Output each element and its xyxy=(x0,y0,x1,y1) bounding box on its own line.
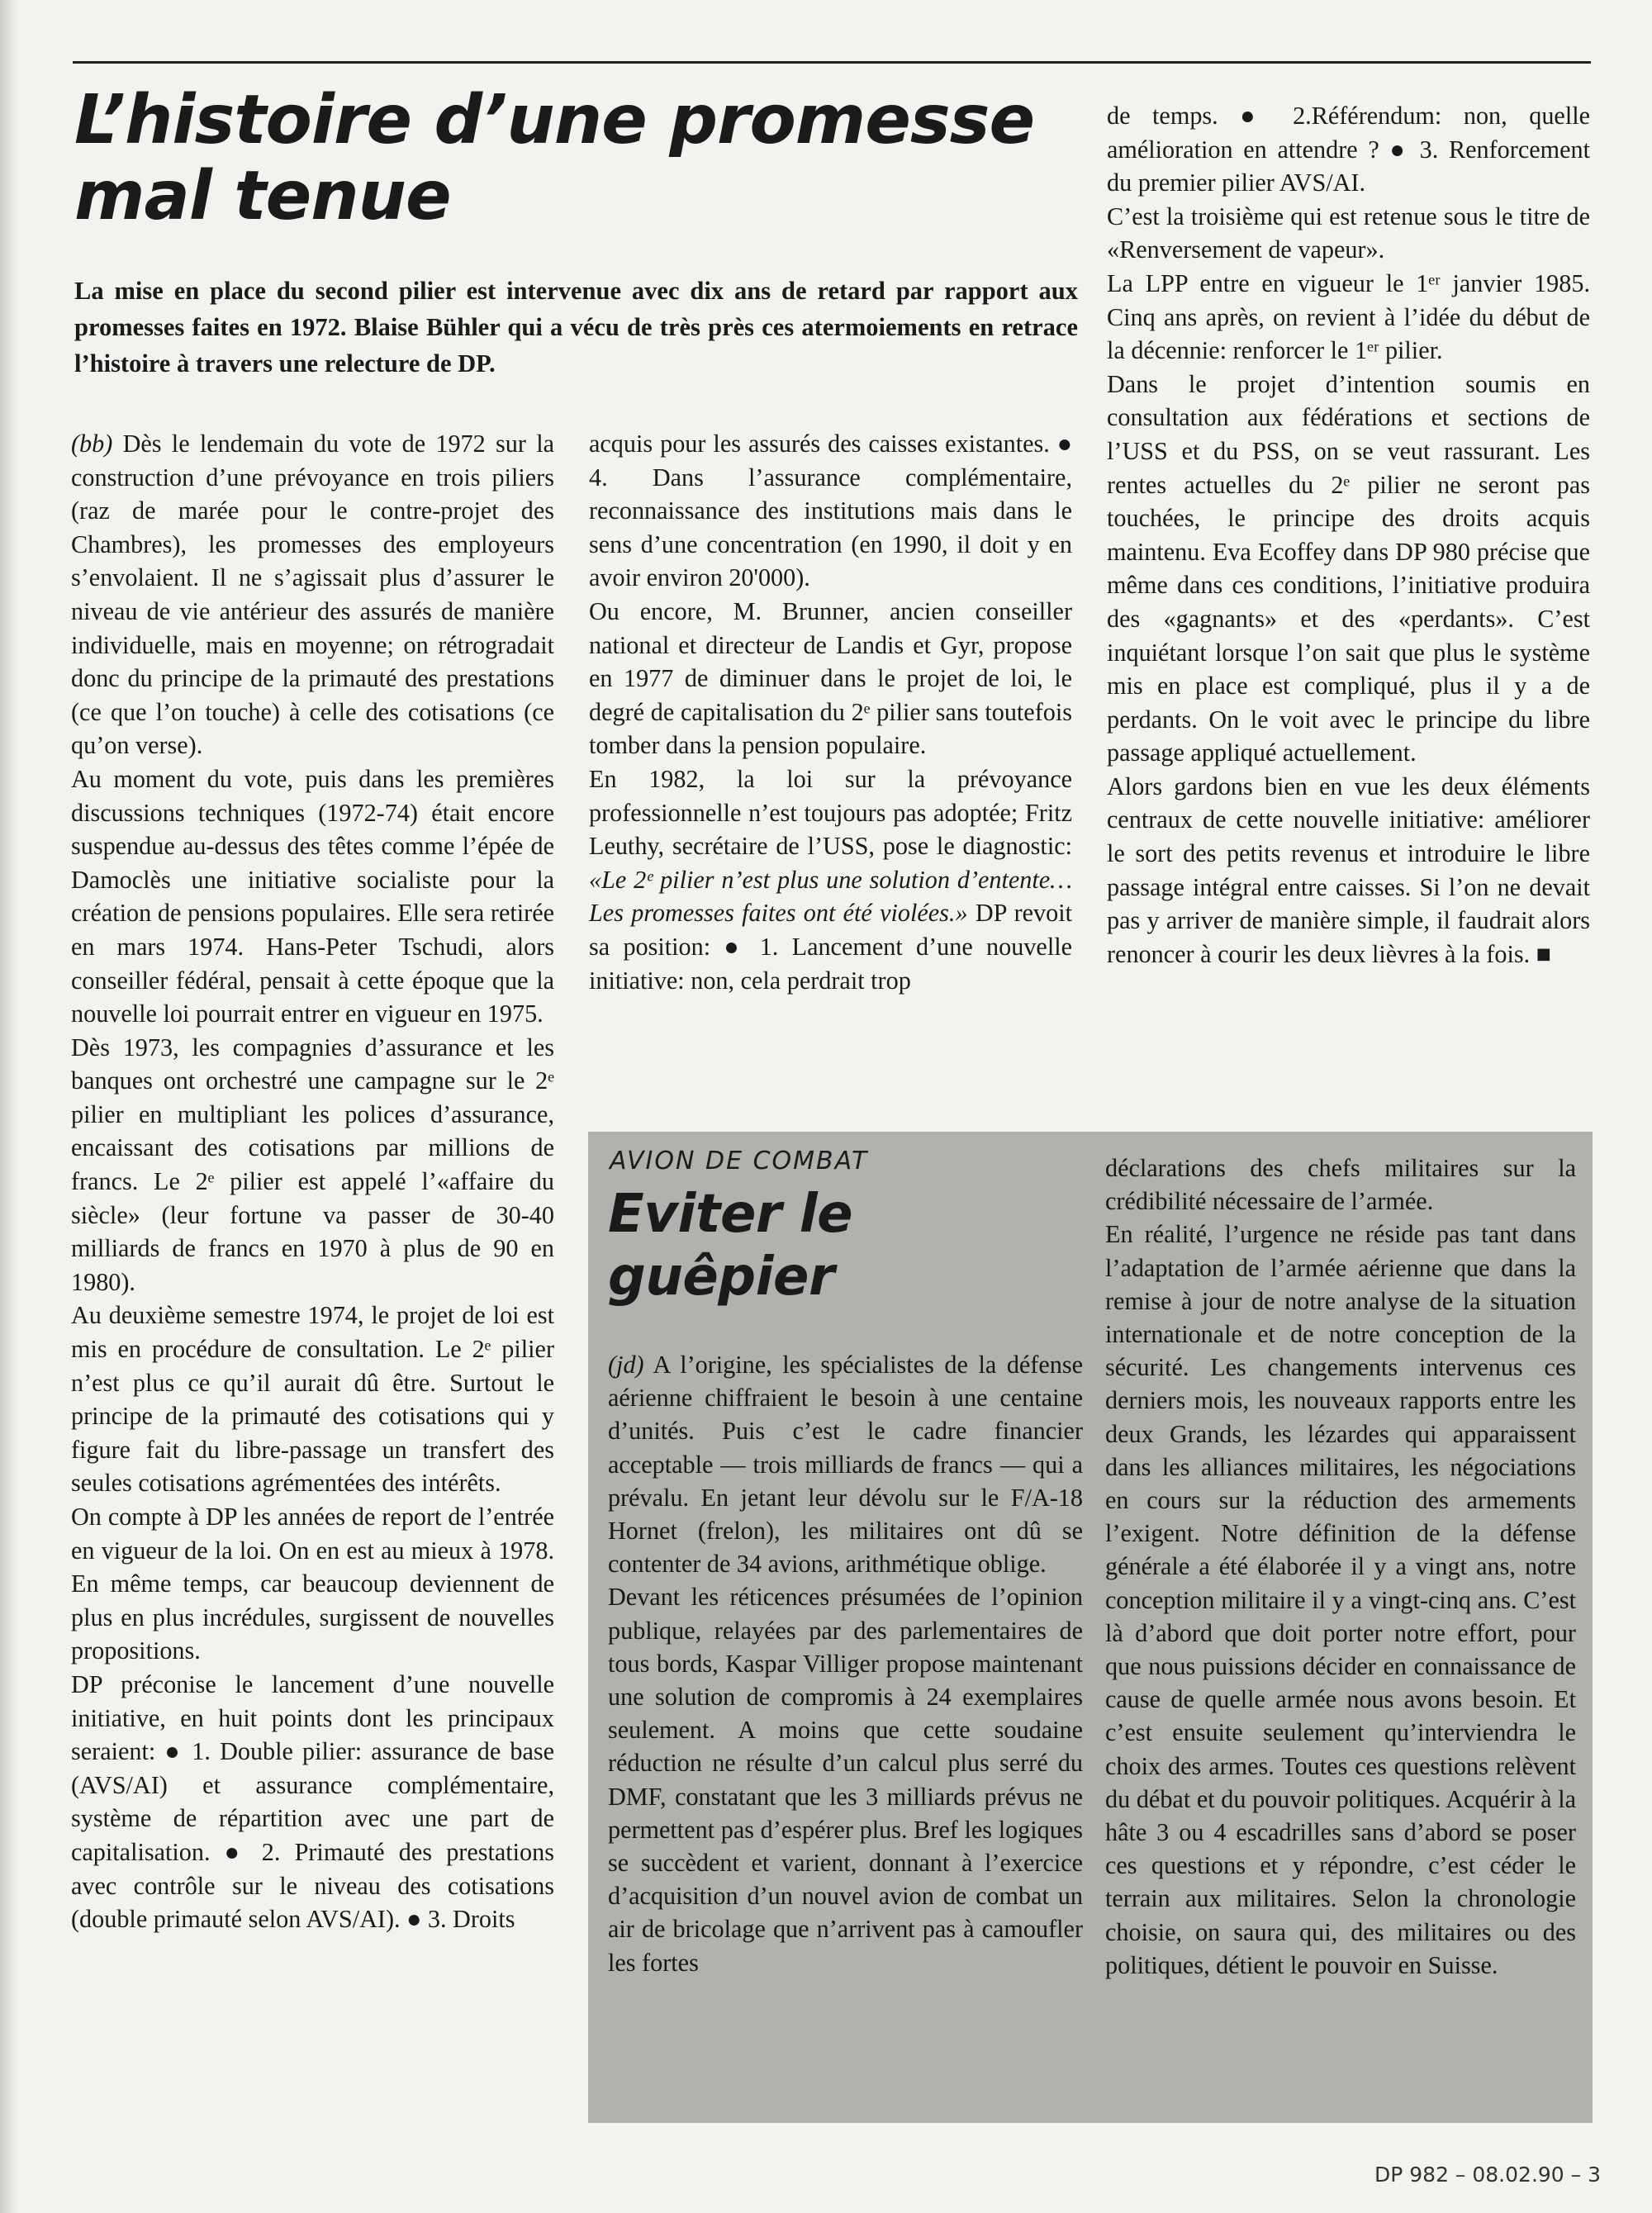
sidebar-kicker: AVION DE COMBAT xyxy=(610,1147,869,1175)
sidebar-title-line-1: Eviter le xyxy=(608,1184,853,1245)
page-edge-shadow xyxy=(0,0,18,2213)
paragraph: Alors gardons bien en vue les deux éléments centraux de cette nouvelle initiative: améliorer le sort des petits revenus et introduire le libre passage intégral entre caisses. Si l’on ne devait pas y arriver de manière simple, il faudrait alors renoncer à courir les deux lièvres à la fois. ■ xyxy=(1107,772,1590,968)
paragraph: Au deuxième semestre 1974, le projet de loi est mis en procédure de consultation. Le 2ᵉ pilier n’est plus ce qu’il aurait dû être. Surtout le principe de la primauté des cotisations qui y figure fait du libre-passage un transfert des seules cotisations agrémentées des intérêts. xyxy=(71,1301,554,1498)
paragraph: Au moment du vote, puis dans les premières discussions techniques (1972-74) était encore suspendue au-dessus des têtes comme l’épée de Damoclès une initiative socialiste pour la création de pensions populaires. Elle sera retirée en mars 1974. Hans-Peter Tschudi, alors conseiller fédéral, pensait à cette époque que la nouvelle loi pourrait entrer en vigueur en 1975. xyxy=(71,764,554,1028)
paragraph: Dès 1973, les compagnies d’assurance et les banques ont orchestré une campagne sur le 2ᵉ pilier en multipliant les polices d’assurance, encaissant des cotisations par millions de francs. Le 2ᵉ pilier est appelé l’«affaire du siècle» (leur fortune va passer de 30-40 milliards de francs en 1970 à plus de 90 en 1980). xyxy=(71,1033,554,1296)
paragraph: (bb) Dès le lendemain du vote de 1972 sur la construction d’une prévoyance en trois piliers (raz de marée pour le contre-projet des Chambres), les promesses des employeurs s’envolaient. Il ne s’agissait plus d’assurer le niveau de vie antérieur des assurés de manière individuelle, mais en moyenne; on rétrogradait donc du principe de la primauté des prestations (ce que l’on touche) à celle des cotisations (ce qu’on verse). xyxy=(71,430,554,760)
byline: (jd) xyxy=(608,1351,644,1379)
headline-line-1: L’histoire d’une promesse xyxy=(74,81,1035,159)
paragraph: Ou encore, M. Brunner, ancien conseiller national et directeur de Landis et Gyr, propose en 1977 de diminuer dans le projet de loi, le degré de capitalisation du 2ᵉ pilier sans toutefois tomber dans la pension populaire. xyxy=(589,596,1072,760)
paragraph: acquis pour les assurés des caisses existantes. ● 4. Dans l’assurance complémentaire, reconnaissance des institutions mais dans le sens d’une concentration (en 1990, il doit y en avoir environ 20'000). xyxy=(589,430,1072,592)
article-headline xyxy=(74,83,1107,235)
sidebar-column-1 xyxy=(608,1348,1083,1979)
article-column-2 xyxy=(589,427,1072,997)
paragraph: de temps. ● 2.Référendum: non, quelle amélioration en attendre ? ● 3. Renforcement du premier pilier AVS/AI. xyxy=(1107,102,1590,197)
paragraph: La LPP entre en vigueur le 1ᵉʳ janvier 1985. Cinq ans après, on revient à l’idée du début de la décennie: renforcer le 1ᵉʳ pilier. xyxy=(1107,268,1590,365)
paragraph: Devant les réticences présumées de l’opinion publique, relayées par des parlementaires de tous bords, Kaspar Villiger propose maintenant une solution de compromis à 24 exemplaires seulement. A moins que cette soudaine réduction ne résulte d’un calcul plus serré du DMF, constatant que les 3 milliards prévus ne permettent pas d’espérer plus. Bref les logiques se succèdent et varient, donnant à l’exercice d’acquisition d’un nouvel avion de combat un air de bricolage que n’arrivent pas à camoufler les fortes xyxy=(608,1583,1083,1977)
article-column-3 xyxy=(1107,99,1590,971)
paragraph: (jd) A l’origine, les spécialistes de la défense aérienne chiffraient le besoin à une centaine d’unités. Puis c’est le cadre financier acceptable — trois milliards de francs — qui a prévalu. En jetant leur dévolu sur le F/A-18 Hornet (frelon), les militaires ont dû se contenter de 34 avions, arithmétique oblige. xyxy=(608,1351,1083,1579)
paragraph: DP préconise le lancement d’une nouvelle initiative, en huit points dont les principaux seraient: ● 1. Double pilier: assurance de base (AVS/AI) et assurance complémentaire, système de répartition avec une part de capitalisation. ● 2. Primauté des prestations avec contrôle sur le niveau des cotisations (double primauté selon AVS/AI). ● 3. Droits xyxy=(71,1669,554,1934)
byline: (bb) xyxy=(71,430,113,458)
sidebar-title xyxy=(608,1183,1070,1308)
paragraph: Dans le projet d’intention soumis en consultation aux fédérations et sections de l’USS et du PSS, on se veut rassurant. Les rentes actuelles du 2ᵉ pilier ne seront pas touchées, le principe des droits acquis maintenu. Eva Ecoffey dans DP 980 précise que même dans ces conditions, l’initiative produira des «gagnants» et des «perdants». C’est inquiétant lorsque l’on sait que plus le système mis en place est compliqué, plus il y a de perdants. On le voit avec le principe du libre passage appliqué actuellement. xyxy=(1107,369,1590,767)
paragraph: On compte à DP les années de report de l’entrée en vigueur de la loi. On en est au mieux à 1978. En même temps, car beaucoup deviennent de plus en plus incrédules, surgissent de nouvelles propositions. xyxy=(71,1503,554,1665)
quote: «Le 2ᵉ pilier n’est plus une solution d’entente… Les promesses faites ont été violées.» xyxy=(589,865,1072,928)
paragraph: En 1982, la loi sur la prévoyance professionnelle n’est toujours pas adoptée; Fritz Leuthy, secrétaire de l’USS, pose le diagnostic: «Le 2ᵉ pilier n’est plus une solution d’entente… Les promesses faites ont été violées.» DP revoit sa position: ● 1. Lancement d’une nouvelle initiative: non, cela perdrait trop xyxy=(589,764,1072,995)
page-footer: DP 982 – 08.02.90 – 3 xyxy=(1374,2163,1601,2187)
paragraph: déclarations des chefs militaires sur la crédibilité nécessaire de l’armée. xyxy=(1105,1154,1576,1216)
paragraph: En réalité, l’urgence ne réside pas tant dans l’adaptation de l’armée aérienne que dans la remise à jour de notre analyse de la situation internationale et de notre conception de la sécurité. Les changements intervenus ces derniers mois, les nouveaux rapports entre les deux Grands, les lézardes qui apparaissent dans les alliances militaires, les négociations en cours sur la réduction des armements l’exigent. Notre définition de la défense générale a été élaborée il y a vingt ans, notre conception militaire il y a vingt-cinq ans. C’est là d’abord que doit porter notre effort, pour que nous puissions décider en connaissance de cause de quelle armée nous avons besoin. Et c’est ensuite seulement qu’interviendra le choix des armes. Toutes ces questions relèvent du débat et du pouvoir politiques. Acquérir à la hâte 3 ou 4 escadrilles sans d’abord se poser ces questions et y répondre, c’est céder le terrain aux militaires. Selon la chronologie choisie, on saura qui, des militaires ou des politiques, détient le pouvoir en Suisse. xyxy=(1105,1220,1576,1979)
article-column-1 xyxy=(71,427,554,1936)
headline-line-2: mal tenue xyxy=(74,157,451,235)
paragraph: C’est la troisième qui est retenue sous le titre de «Renversement de vapeur». xyxy=(1107,202,1590,264)
sidebar-box xyxy=(588,1132,1593,2123)
sidebar-title-line-2: guêpier xyxy=(608,1247,834,1308)
sidebar-column-2 xyxy=(1105,1152,1576,1982)
top-rule xyxy=(73,61,1591,64)
article-lead: La mise en place du second pilier est intervenue avec dix ans de retard par rapport aux promesses faites en 1972. Blaise Bühler qui a vécu de très près ces atermoiements en retrace l’histoire à travers une relecture de DP. xyxy=(74,277,1078,378)
